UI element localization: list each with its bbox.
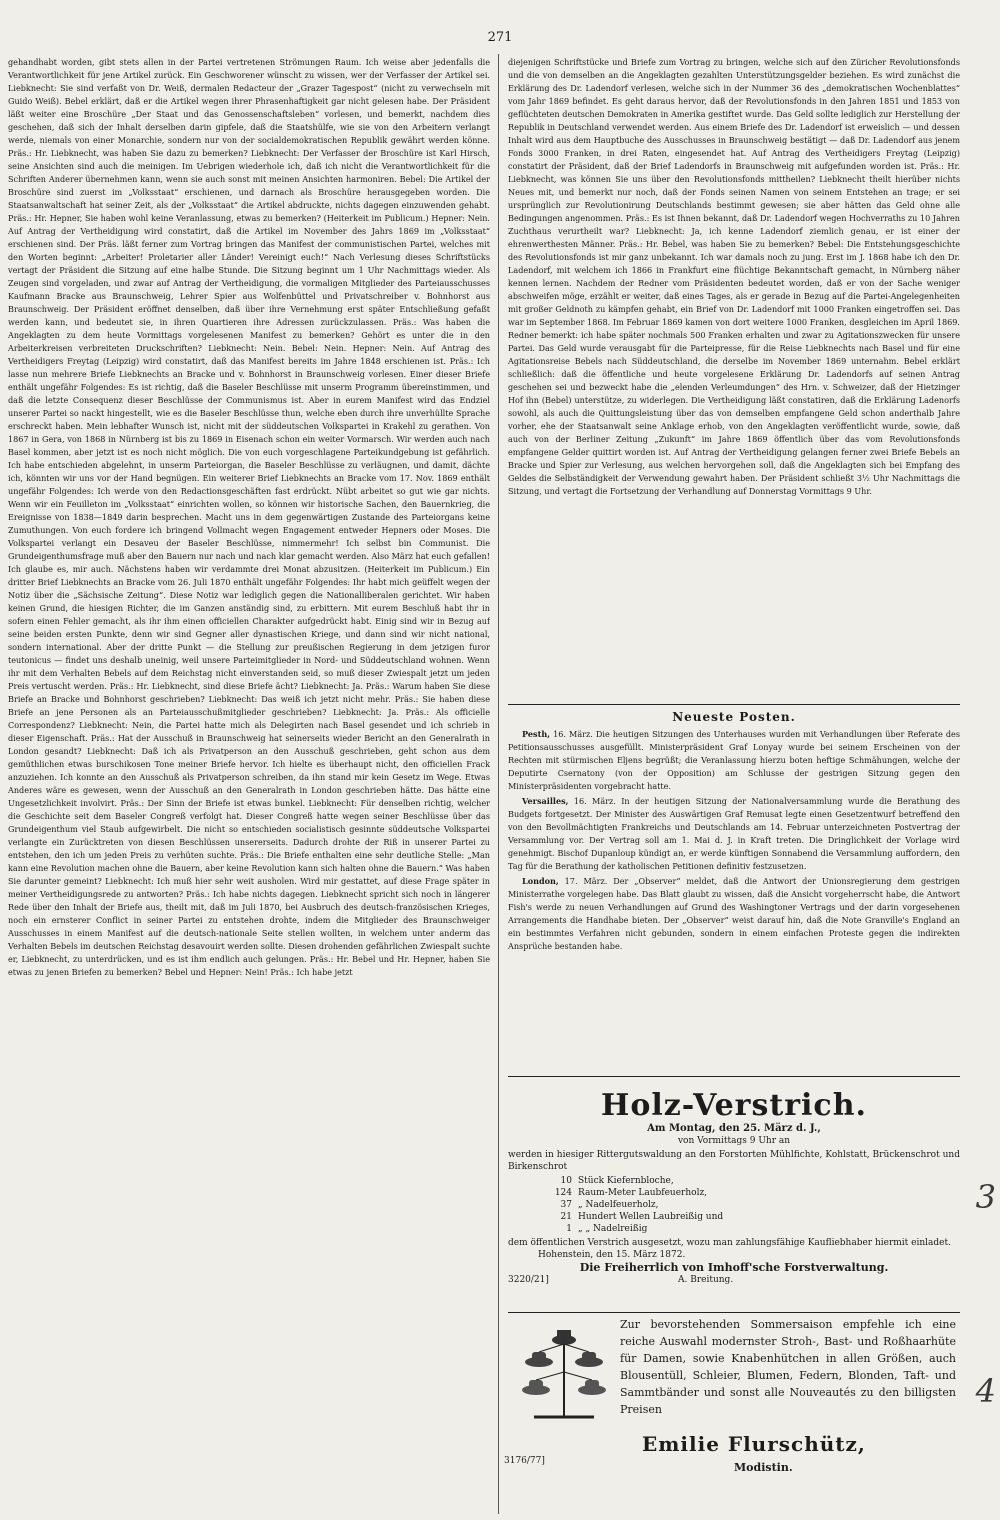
news-text: 17. März. Der „Observer“ meldet, daß die Antwort der Unionsregierung dem gestrigen Ministerrathe vorgelegen habe. Das Blatt glaubt zu wissen, daß die Ansicht vorgeherrscht habe, die Antwort Fish's werde zu neuen Verhandlungen auf Grund des Washingtoner Vertrags und der darin vorgesehenen Arrangements die Handhabe bieten. Der „Observer“ weist darauf hin, daß die Note Granville's England an ein bestimmtes Verfahren nicht gebunden, sondern in einem einfachen Proteste gegen die indirekten Ansprüche bestanden habe. — [508, 876, 960, 951]
hat-display-icon — [514, 1322, 614, 1422]
ad-item: 124 Raum-Meter Laubfeuerholz, — [554, 1188, 708, 1198]
margin-handwritten-mark: 3 — [975, 1178, 996, 1216]
news-place: London, — [522, 876, 559, 886]
news-section — [508, 728, 960, 1068]
ad-divider — [508, 1076, 960, 1077]
shop-trade: Modistin. — [734, 1461, 793, 1474]
news-item — [508, 728, 960, 793]
ad-time: von Vormittags 9 Uhr an — [677, 1136, 791, 1146]
news-place: Pesth, — [522, 729, 551, 739]
ad-item: 21 Hundert Wellen Laubreißig und — [560, 1212, 724, 1222]
ad-item: 10 Stück Kiefernbloche, — [560, 1176, 674, 1186]
news-item — [508, 795, 960, 873]
section-title: Neueste Posten. — [672, 710, 796, 724]
ad-intro: werden in hiesiger Rittergutswaldung an den Forstorten Mühlfichte, Kohlstatt, Brückenschrot und Birkenschrot — [508, 1150, 960, 1172]
ad-item: 37 „ Nadelfeuerholz, — [560, 1200, 659, 1210]
margin-handwritten-mark: 4 — [975, 1372, 996, 1410]
shop-name: Emilie Flurschütz, — [642, 1432, 866, 1456]
news-place: Versailles, — [522, 796, 569, 806]
ad-place-date: Hohenstein, den 15. März 1872. — [538, 1250, 686, 1260]
ad-code: 3176/77] — [504, 1456, 545, 1466]
ad-signer-name: A. Breitung. — [678, 1275, 734, 1285]
ad-closing: dem öffentlichen Verstrich ausgesetzt, wozu man zahlungsfähige Kaufliebhaber hiermit einladet. — [508, 1238, 951, 1248]
ad-date: Am Montag, den 25. März d. J., — [647, 1123, 821, 1134]
right-column-text: diejenigen Schriftstücke und Briefe zum Vortrag zu bringen, welche sich auf den Züricher Revolutionsfonds und die von demselben an die Angeklagten gezahlten Unterstützungsgelder beziehen. Es wird zunächst die Erklärung des Dr. Ladendorf verlesen, welche sich in der Nummer 36 des „demokratischen Wochenblattes“ vom Jahr 1869 befindet. Es geht daraus hervor, daß der Revolutionsfonds in den Jahren 1851 und 1853 von geflüchteten deutschen Demokraten in Amerika gestiftet wurde. Das Geld sollte lediglich zur Herstellung der Republik in Deutschland verwendet werden. Aus einem Briefe des Dr. Ladendorf ist erweislich — und dessen Inhalt wird aus dem Hauptbuche des Ausschusses in Braunschweig bestätigt — daß Dr. Ladendorf aus jenem Fonds 3000 Franken, in drei Raten, eingesendet hat. Auf Antrag des Vertheidigers Freytag (Leipzig) constatirt der Präsident, daß der Brief Ladendorfs in Braunschweig mit aufgefunden worden ist. Präs.: Hr. Liebknecht, was können Sie uns über den Revolutionsfonds mittheilen? Liebknecht theilt hierüber nichts Neues mit, und bemerkt nur noch, daß der Fonds seinen Namen von seinem Entstehen an trage; er sei ursprünglich zur Revolutionirung Deutschlands bestimmt gewesen; sie aber hätten das Geld ohne alle Bedingungen angenommen. Präs.: Es ist Ihnen bekannt, daß Dr. Ladendorf wegen Hochverraths zu 10 Jahren Zuchthaus verurtheilt war? Liebknecht: Ja, ich kenne Ladendorf ziemlich genau, er ist einer der ehrenwerthesten Männer. Präs.: Hr. Bebel, was haben Sie zu bemerken? Bebel: Die Entstehungsgeschichte des Revolutionsfonds ist mir ganz unbekannt. Ich war damals noch zu jung. Erst im J. 1868 habe ich den Dr. Ladendorf, mit welchem ich 1866 in Frankfurt eine flüchtige Bekanntschaft gemacht, in Nürnberg näher kennen lernen. Nachdem der Redner vom Präsidenten bedeutet worden, daß er von der Sache weniger abschweifen möge, erzählt er weiter, daß eines Tages, als er gerade in Bezug auf die Partei-Angelegenheiten mit großer Geldnoth zu kämpfen gehabt, ein Brief von Dr. Ladendorf mit 1000 Franken eingetroffen sei. Das war im September 1868. Im Februar 1869 kamen von dort weitere 1000 Franken, desgleichen im April 1869. Redner bemerkt: ich habe später nochmals 500 Franken erhalten und zwar zu Agitationszwecken für unsere Partei. Das Geld wurde verausgabt für die Parteipresse, für die Reise Liebknechts nach Basel und für eine Agitationsreise Bebels nach Süddeutschland, die derselbe im November 1869 unternahm. Bebel erklärt schließlich: daß die öffentliche und heute vorgelesene Erklärung Dr. Ladendorfs auf seinen Antrag geschehen sei und bezweckt habe die „elenden Verleumdungen“ des Hrn. v. Schweizer, daß der Hietzinger Hof ihn (Bebel) unterstütze, zu widerlegen. Die Vertheidigung läßt constatiren, daß die Erklärung Ladenorfs sowohl, als auch die Quittungsleistung über das von demselben empfangene Geld schon anderthalb Jahre vorher, ehe der Staatsanwalt seine Anklage erhob, von den Angeklagten veröffentlicht wurde, sowie, daß auch von der Berliner Zeitung „Zukunft“ im Jahre 1869 öffentlich über das vom Revolutionsfonds empfangene Gelder quittirt worden ist. Auf Antrag der Vertheidigung gelangen ferner zwei Briefe Bebels an Bracke und Spier zur Verlesung, aus welchen hervorgehen soll, daß die Angeklagten sich bei Empfang des Geldes die Selbständigkeit der Verwendung gewahrt haben. Der Präsident schließt 3½ Uhr Nachmittags die Sitzung, und vertagt die Fortsetzung der Verhandlung auf Donnerstag Vormittags 9 Uhr. — [508, 57, 960, 496]
ad-item-list — [542, 1175, 960, 1235]
ad-item: 1 „ „ Nadelreißig — [566, 1224, 648, 1234]
ad-divider — [508, 1312, 960, 1313]
timber-auction-ad — [508, 1082, 960, 1312]
section-divider — [508, 704, 960, 705]
right-column-article — [508, 56, 960, 706]
ad-body: Zur bevorstehenden Sommersaison empfehle ich eine reiche Auswahl modernster Stroh-, Bast- und Roßhaarhüte für Damen, sowie Knabenhütchen in allen Größen, auch Blousentüll, Schleier, Blumen, Federn, Blonden, Taft- und Sammtbänder und sonst alle Nouveautés zu den billigsten Preisen — [620, 1318, 956, 1416]
news-item — [508, 875, 960, 953]
millinery-ad — [504, 1316, 960, 1506]
ad-signer: Die Freiherrlich von Imhoff'sche Forstverwaltung. — [579, 1261, 889, 1274]
news-text: 16. März. Die heutigen Sitzungen des Unterhauses wurden mit Verhandlungen über Referate des Petitionsausschusses ausgefüllt. Ministerpräsident Graf Lonyay wurde bei seinem Erscheinen von der Rechten mit stürmischen Eljens begrüßt; die Veranlassung hierzu boten heftige Schmähungen, welche der Deputirte Csernatony (von der Opposition) am Schlusse der gestrigen Sitzung gegen den Ministerpräsidenten vorgebracht hatte. — [508, 729, 960, 791]
ad-code: 3220/21] — [508, 1275, 549, 1285]
news-text: 16. März. In der heutigen Sitzung der Nationalversammlung wurde die Berathung des Budgets fortgesetzt. Der Minister des Auswärtigen Graf Remusat legte einen Gesetzentwurf betreffend den von den Bevollmächtigten Frankreichs und Deutschlands am 14. Februar unterzeichneten Postvertrag der Versammlung vor. Der Vertrag soll am 1. Mai d. J. in Kraft treten. Die Dringlichkeit der Vorlage wird genehmigt. Bischof Dupanloup kündigt an, er werde künftigen Sonnabend die Versammlung auffordern, den Tag für die Berathung der katholischen Petitionen definitiv festzusetzen. — [508, 796, 960, 871]
column-divider — [498, 54, 499, 1514]
left-column-text: gehandhabt worden, gibt stets allen in der Partei vertretenen Strömungen Raum. Ich weise aber jedenfalls die Verantwortlichkeit für jene Artikel zurück. Ein Geschworener wünscht zu wissen, wer der Verfasser der Artikel sei. Liebknecht: Sie sind verfaßt von Dr. Weiß, dermalen Redacteur der „Grazer Tagespost“ (nicht zu verwechseln mit Guido Weiß). Bebel erklärt, daß er die Artikel wegen ihrer Phrasenhaftigkeit gar nicht gelesen habe. Der Präsident läßt weiter eine Broschüre „Der Staat und das Genossenschaftsleben“ vorlesen, und bemerkt, nachdem dies geschehen, daß sich der Inhalt derselben darin gipfele, daß die Staatshülfe, wie sie von den Arbeitern verlangt werde, niemals von einer Monarchie, sondern nur von der socialdemokratischen Republik gewährt werden könne. Präs.: Hr. Liebknecht, was haben Sie dazu zu bemerken? Liebknecht: Der Verfasser der Broschüre ist Karl Hirsch, seine Ansichten sind auch die meinigen. Im Uebrigen wiederhole ich, daß ich nicht die Verantwortlichkeit für die Schriften Anderer übernehmen kann, wenn sie auch sonst mit meinen Ansichten harmoniren. Bebel: Die Artikel der Broschüre sind zuerst im „Volksstaat“ erschienen, und darnach als Broschüre herausgegeben worden. Die Staatsanwaltschaft hat seiner Zeit, als der „Volksstaat“ die Artikel abdruckte, nichts dagegen einzuwenden gehabt. Präs.: Hr. Hepner, Sie haben wohl keine Veranlassung, etwas zu bemerken? (Heiterkeit im Publicum.) Hepner: Nein. Auf Antrag der Vertheidigung wird constatirt, daß die Artikel im November des Jahrs 1869 im „Volksstaat“ erschienen sind. Der Präs. läßt ferner zum Vortrag bringen das Manifest der communistischen Partei, welches mit den Worten beginnt: „Arbeiter! Proletarier aller Länder! Vereinigt euch!“ Nach Verlesung dieses Schriftstücks vertagt der Präsident die Sitzung auf eine halbe Stunde. Die Sitzung beginnt um 1 Uhr Nachmittags wieder. Als Zeugen sind vorgeladen, und zwar auf Antrag der Vertheidigung, die vormaligen Mitglieder des Parteiausschusses Kaufmann Bracke aus Braunschweig, Lehrer Spier aus Wolfenbüttel und Privatschreiber v. Bohnhorst aus Braunschweig. Der Präsident eröffnet denselben, daß über ihre Vernehmung erst später Entschließung gefaßt werden kann, und bedeutet sie, in ihren Quartieren ihre Adressen zurückzulassen. Präs.: Was haben die Angeklagten zu dem heute Vormittags vorgelesenen Manifest zu bemerken? Gehört es unter die in den Arbeiterkreisen verbreiteten Druckschriften? Liebknecht: Nein. Bebel: Nein. Hepner: Nein. Auf Antrag des Vertheidigers Freytag (Leipzig) wird constatirt, daß das Manifest bereits im Jahre 1848 erschienen ist. Präs.: Ich lasse nun mehrere Briefe Liebknechts an Bracke und v. Bohnhorst in Braunschweig vorlesen. Einer dieser Briefe enthält ungefähr Folgendes: Es ist richtig, daß die Baseler Beschlüsse mit unserm Programm übereinstimmen, und daß die letzte Consequenz dieser Beschlüsse der Communismus ist. Aber in eurem Manifest wird das Endziel unserer Partei so nackt hingestellt, wie es die Baseler Beschlüsse thun, welche eben durch ihre unverhüllte Sprache erschreckt haben. Mein lebhafter Wunsch ist, nicht mit der süddeutschen Volkspartei in Krakehl zu gerathen. Von 1867 in Gera, von 1868 in Nürnberg ist bis zu 1869 in Eisenach schon ein weiter Vormarsch. Wir werden auch nach Basel kommen, aber jetzt ist es noch nicht möglich. Die von euch vorgeschlagene Parteikundgebung ist gefährlich. Ich habe entschieden abgelehnt, in unserm Parteiorgan, die Baseler Beschlüsse zu verläugnen, und damit, dächte ich, könnten wir uns vor der Hand begnügen. Ein weiterer Brief Liebknechts an Bracke vom 17. Nov. 1869 enthält ungefähr Folgendes: Ich werde von den Redactionsgeschäften fast erdrückt. Nübt arbeitet so gut wie gar nichts. Wenn wir ein Feuilleton im „Volksstaat“ einrichten wollen, so können wir historische Sachen, den Bauernkrieg, die Ereignisse von 1838—1849 darin besprechen. Macht uns in dem gegenwärtigen Zustande des Parteiorgans keine Zumuthungen. Von euch fordere ich bringend Vollmacht wegen Engagement entweder Hepners oder Moses. Die Volkspartei verlangt ein Desaveu der Baseler Beschlüsse, nimmermehr! Ich selbst bin Communist. Die Grundeigenthumsfrage muß aber den Bauern nur nach und nach klar gemacht werden. Also März hat euch gefallen! Ich glaube es, mir auch. Nächstens haben wir verdammte drei Monat abzusitzen. (Heiterkeit im Publicum.) Ein dritter Brief Liebknechts an Bracke vom 26. Juli 1870 enthält ungefähr Folgendes: Ihr habt mich geüffelt wegen der Notiz über die „Sächsische Zeitung“. Diese Notiz war lediglich gegen die Nationalliberalen gerichtet. Wir haben keinen Grund, die hiesigen Richter, die im Ganzen anständig sind, zu erbittern. Mit eurem Beschluß habt ihr in sofern einen Fehler gemacht, als ihr ihm einen officiellen Charakter aufgedrückt habt. Einig sind wir in Bezug auf seine beiden ersten Punkte, denn wir sind Gegner aller dynastischen Kriege, und dann sind wir nicht national, sondern international. Aber der dritte Punkt — die Stellung zur preußischen Regierung in dem jetzigen furor teutonicus — findet uns deshalb uneinig, weil unsere Parteimitglieder in Nord- und Süddeutschland wohnen. Wenn ihr mit dem Verhalten Bebels auf dem Reichstag nicht einverstanden seid, so muß dieser Zwiespalt jetzt um jeden Preis vertuscht werden. Präs.: Hr. Liebknecht, sind diese Briefe ächt? Liebknecht: Ja. Präs.: Warum haben Sie diese Briefe an Bracke und Bohnhorst geschrieben? Liebknecht: Das weiß ich jetzt nicht mehr. Präs.: Sie haben diese Briefe an jene Personen als an Parteiausschußmitglieder geschrieben? Liebknecht: Ja. Präs.: Als officielle Correspondenz? Liebknecht: Nein, die Partei hatte mich als Delegirten nach Basel gesendet und ich schrieb in dieser Eigenschaft. Präs.: Hat der Ausschuß in Braunschweig hat seinerseits wieder Bericht an den Generalrath in London gesandt? Liebknecht: Daß ich als Privatperson an den Ausschuß geschrieben, geht schon aus dem gemüthlichen etwas burschikosen Tone meiner Briefe hervor. Ich hielte es überhaupt nicht, den officiellen Frack anzuziehen. Ich konnte an den Ausschuß als Privatperson schreiben, da ihn stand mir kein Gesetz im Wege. Etwas Anderes wäre es gewesen, wenn der Ausschuß an den Generalrath in London geschrieben hätte. Das hätte eine Ungesetzlichkeit involvirt. Präs.: Der Sinn der Briefe ist etwas bunkel. Liebknecht: Für denselben richtig, welcher die Geschichte seit dem Baseler Congreß verfolgt hat. Dieser Congreß hatte wegen seiner Beschlüsse über das Grundeigenthum viel Staub aufgewirbelt. Die nicht so entschieden socialistisch gesinnte süddeutsche Volkspartei verlangte ein Zurücktreten von diesen Beschlüssen unsererseits. Dadurch drohte der Riß in unserer Partei zu entstehen, den ich um jeden Preis zu verhüten suchte. Präs.: Die Briefe enthalten eine sehr deutliche Stelle: „Man kann eine Revolution machen ohne die Bauern, aber keine Revolution kann sich halten ohne die Bauern.“ Was haben Sie darunter gemeint? Liebknecht: Ich muß hier sehr weit ausholen. Wird mir gestattet, auf diese Frage später in meiner Vertheidigungsrede zu antworten? Präs.: Ich habe nichts dagegen. Liebknecht spricht sich noch in längerer Rede über den Inhalt der Briefe aus, theilt mit, daß im Juli 1870, bei Ausbruch des deutsch-französischen Krieges, noch ein ernsterer Conflict in seiner Partei zu entstehen drohte, indem die Mitglieder des Braunschweiger Ausschusses in einem Manifest auf die deutsch-nationale Seite stellen wollten, in welchem unter anderm das Verhalten Bebels im deutschen Reichstag desavouirt werden sollte. Diesen drohenden gefährlichen Zwiespalt suchte er, Liebknecht, zu unterdrücken, und es ist ihm endlich auch gelungen. Präs.: Hr. Bebel und Hr. Hepner, haben Sie etwas zu jenen Briefen zu bemerken? Bebel und Hepner: Nein! Präs.: Ich habe jetzt — [8, 57, 490, 977]
page-number: 271 — [487, 30, 513, 45]
left-column-article — [8, 56, 490, 1511]
ad-headline: Holz-Verstrich. — [601, 1088, 867, 1123]
